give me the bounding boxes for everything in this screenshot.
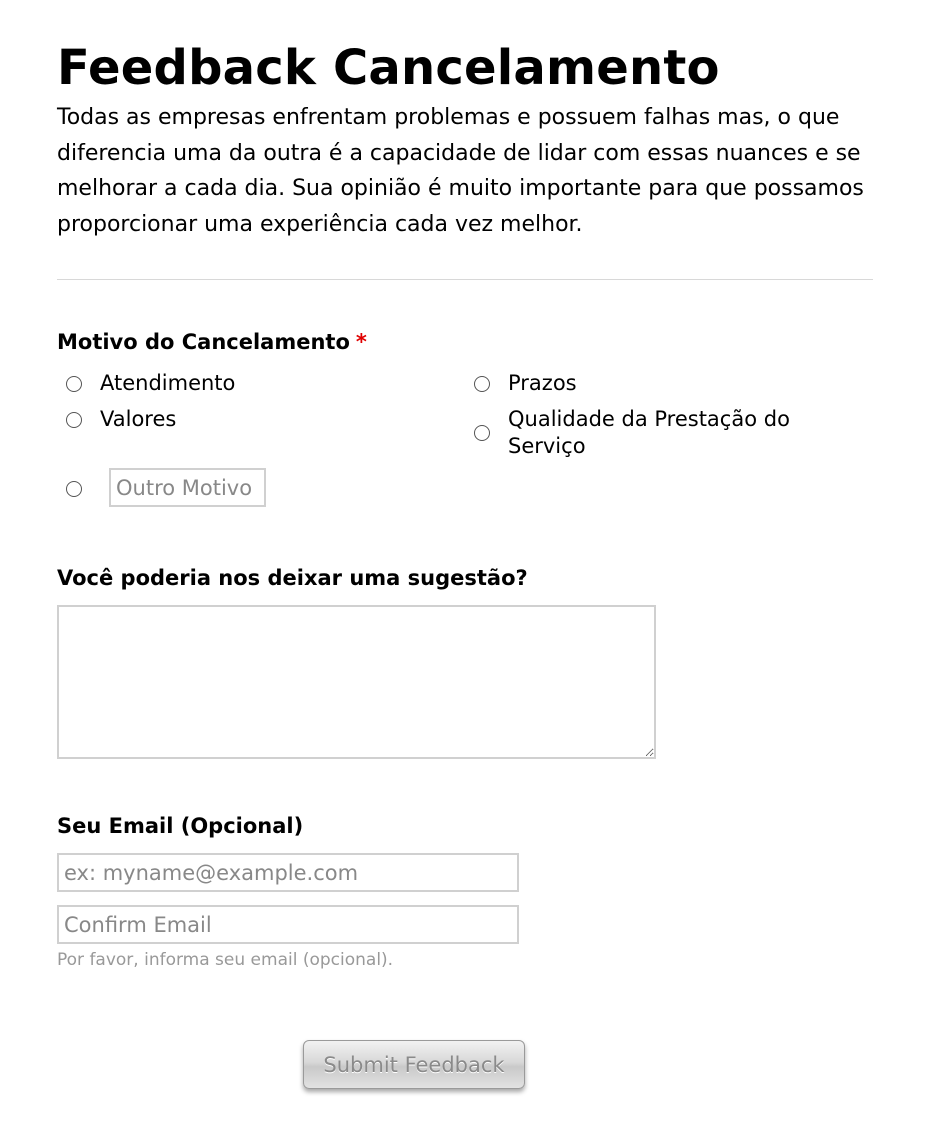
reason-label-text: Motivo do Cancelamento bbox=[57, 330, 350, 354]
form-description: Todas as empresas enfrentam problemas e possuem falhas mas, o que diferencia uma da outra é a capacidade de lidar com essas nuances e se melhorar a cada dia. Sua opinião é muito importante para que possamos proporcionar uma experiência cada vez melhor. bbox=[57, 105, 864, 237]
radio-option-qualidade[interactable] bbox=[474, 406, 834, 460]
radio-button-icon[interactable] bbox=[66, 376, 82, 392]
radio-button-icon[interactable] bbox=[66, 412, 82, 428]
confirm-email-input[interactable] bbox=[57, 905, 519, 944]
radio-option-other[interactable] bbox=[66, 481, 82, 497]
radio-button-icon[interactable] bbox=[66, 481, 82, 497]
other-reason-input[interactable] bbox=[109, 468, 266, 507]
email-hint: Por favor, informa seu email (opcional). bbox=[57, 950, 394, 970]
suggestion-textarea[interactable] bbox=[57, 605, 656, 759]
email-label: Seu Email (Opcional) bbox=[57, 814, 304, 838]
required-mark: * bbox=[355, 330, 367, 354]
form-title: Feedback Cancelamento bbox=[57, 40, 720, 96]
radio-option-prazos[interactable] bbox=[474, 370, 577, 397]
email-input[interactable] bbox=[57, 853, 519, 892]
radio-label: Qualidade da Prestação do Serviço bbox=[508, 407, 790, 458]
submit-feedback-button[interactable]: Submit Feedback bbox=[303, 1040, 525, 1089]
radio-option-atendimento[interactable] bbox=[66, 370, 235, 397]
radio-label: Valores bbox=[100, 407, 177, 431]
radio-button-icon[interactable] bbox=[474, 425, 490, 441]
section-divider bbox=[57, 279, 873, 280]
radio-button-icon[interactable] bbox=[474, 376, 490, 392]
reason-label bbox=[57, 329, 367, 355]
suggestion-label: Você poderia nos deixar uma sugestão? bbox=[57, 566, 528, 590]
radio-option-valores[interactable] bbox=[66, 406, 176, 433]
radio-label: Prazos bbox=[508, 371, 577, 395]
radio-label: Atendimento bbox=[100, 371, 236, 395]
